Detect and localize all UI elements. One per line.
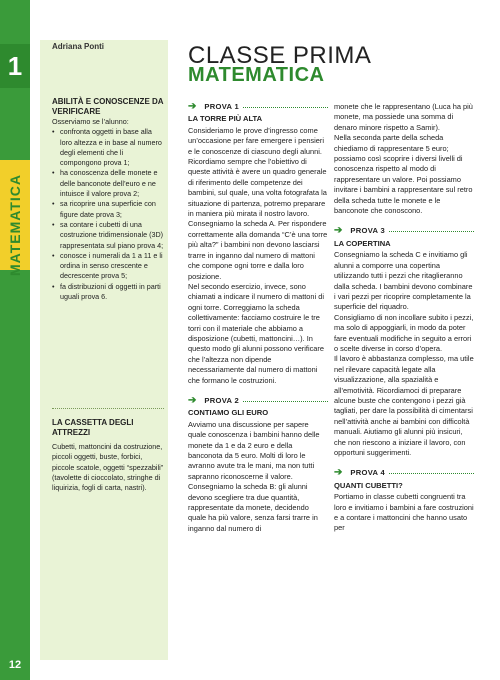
section-label: PROVA 4 [350, 468, 385, 478]
page-number: 12 [8, 659, 22, 671]
section-header [334, 468, 474, 478]
ability-item: • confronta oggetti in base alla loro altezza e in base al numero degli elementi che li compongono prova 1; [52, 127, 164, 168]
paragraph: Consegniamo la scheda A. Per rispondere correttamente alla domanda “C’è una torre più alta?” i bambini non devono lasciarsi trarre in inganno dal numero di mattoni che compone ogni torre e dalla loro posizione. [188, 219, 328, 281]
arrow-icon: ➔ [334, 225, 343, 237]
divider [52, 408, 164, 409]
paragraph: Consegniamo la scheda C e invitiamo gli alunni a comporre una copertina utilizzando tutti i pezzi che ritaglieranno dalla scheda. I bambini devono combinare i vari pezzi per ricoprire completamente la superficie del riquadro. [334, 250, 473, 312]
section-header [188, 396, 328, 406]
column-right [334, 102, 474, 534]
column-left [188, 98, 328, 534]
arrow-icon: ➔ [188, 101, 197, 112]
abilities-list [52, 127, 164, 302]
section-header [334, 226, 474, 236]
ability-item: • sa contare i cubetti di una costruzione tridimensionale (3D) rappresentata sul piano prova 4; [52, 220, 164, 251]
section-header [188, 102, 328, 112]
section-title: QUANTI CUBETTI? [334, 480, 403, 490]
side-strip [0, 0, 30, 680]
ability-item: • sa ricoprire una superficie con figure date prova 3; [52, 199, 164, 220]
header-rule [243, 107, 328, 108]
side-label: MATEMATICA [7, 173, 23, 277]
header-rule [243, 401, 328, 402]
side-label-wrap [0, 170, 30, 280]
toolbox-box [52, 418, 164, 493]
page-number-box [0, 650, 30, 680]
ability-item: • fa distribuzioni di oggetti in parti uguali prova 6. [52, 282, 164, 303]
abilities-title: ABILITÀ E CONOSCENZE DA VERIFICARE [52, 97, 164, 116]
toolbox-text: Cubetti, mattoncini da costruzione, piccoli oggetti, buste, forbici, piccole scatole, oggetti “spezzabili” (tavolette di cioccolato, stringhe di liquirizia, fogli di carta, nastri). [52, 442, 164, 493]
toolbox-title: LA CASSETTA DEGLI ATTREZZI [52, 418, 134, 437]
paragraph: Nel secondo esercizio, invece, sono chiamati a indicare il numero di mattoni di ogni torre. Correggiamo la scheda collettivamente: facciamo costruire le tre torri con il materiale che abbiamo a disposizione (cubetti, mattoncini…). In questo modo gli alunni possono verificare che l’altezza non dipende necessariamente dal numero di mattoni che formano le costruzioni. [188, 281, 324, 385]
ability-item: • ha conoscenza delle monete e delle banconote dell’euro e ne intuisce il valore prova 2; [52, 168, 164, 199]
section-title: LA TORRE PIÙ ALTA [188, 114, 263, 124]
section-label: PROVA 3 [350, 226, 385, 236]
paragraph: Consegniamo la scheda B: gli alunni devono scegliere tra due quantità, rappresentate da monete, decidendo quale ha più valore, senza farsi trarre in inganno dal numero di [188, 482, 318, 533]
paragraph: Nella seconda parte della scheda chiediamo di rappresentare 5 euro; possiamo così scoprire i diversi livelli di conoscenza rispetto al modo di rappresentare un valore. Poi possiamo invitare i bambini a rappresentare sul retro della scheda tutte le monete e le banconote che conoscono. [334, 133, 473, 216]
section-label: PROVA 2 [204, 395, 239, 405]
section-title: LA COPERTINA [334, 238, 391, 248]
page-subtitle: MATEMATICA [188, 64, 325, 86]
chapter-number: 1 [7, 50, 23, 81]
chapter-number-box [0, 44, 30, 88]
header-rule [389, 231, 474, 232]
paragraph: Consigliamo di non incollare subito i pezzi, ma solo di appoggiarli, in modo da poter fare eventuali modifiche in seguito a errori o scelte diverse in corso d’opera. [334, 312, 474, 353]
paragraph: monete che le rappresentano (Luca ha più monete, ma possiede una somma di denaro minore rispetto a Samir). [334, 102, 473, 132]
paragraph: Avviamo una discussione per sapere quale conoscenza i bambini hanno delle monete da 1 e da 2 euro e della banconota da 5 euro. Molti di loro le avranno avute tra le mani, ma non tutti sapranno riconoscerne il valore. [188, 419, 320, 481]
arrow-icon: ➔ [334, 467, 343, 479]
paragraph: Portiamo in classe cubetti congruenti tra loro e invitiamo i bambini a fare costruzioni e a contare i mattoncini che hanno usato per [334, 492, 474, 533]
ability-item: • conosce i numerali da 1 a 11 e li ordina in senso crescente e decrescente prova 5; [52, 251, 164, 282]
section-title: CONTIAMO GLI EURO [188, 408, 269, 418]
paragraph: Consideriamo le prove d’ingresso come un’occasione per fare emergere i pensieri e le conoscenze di ciascuno degli alunni. Ricordiamo sempre che l’obiettivo di queste attività è avere un quadro generale di riferimento delle competenze dei bambini, sul quale, una volta fotografata la situazione di partenza, potremo preparare in maniera più mirata il nostro lavoro. [188, 125, 327, 219]
abilities-intro: Osserviamo se l’alunno: [52, 117, 129, 126]
arrow-icon: ➔ [188, 394, 197, 406]
page-title: CLASSE PRIMA [188, 42, 372, 69]
abilities-box [52, 97, 164, 302]
section-label: PROVA 1 [204, 102, 239, 111]
header-rule [389, 473, 474, 474]
author: Adriana Ponti [52, 42, 105, 51]
paragraph: Il lavoro è abbastanza complesso, ma utile nel rilevare capacità legate alla visualizzazione, alla spazialità e all’emotività. Ricordiamoci di preparare alcune buste che contengono i pezzi già tagliati, per dare la possibilità di cimentarsi nell’attività anche ai bambini con difficoltà manuali. Aiutiamo gli alunni più insicuri, che non riescono a iniziare il lavoro, con opportuni suggerimenti. [334, 354, 474, 457]
